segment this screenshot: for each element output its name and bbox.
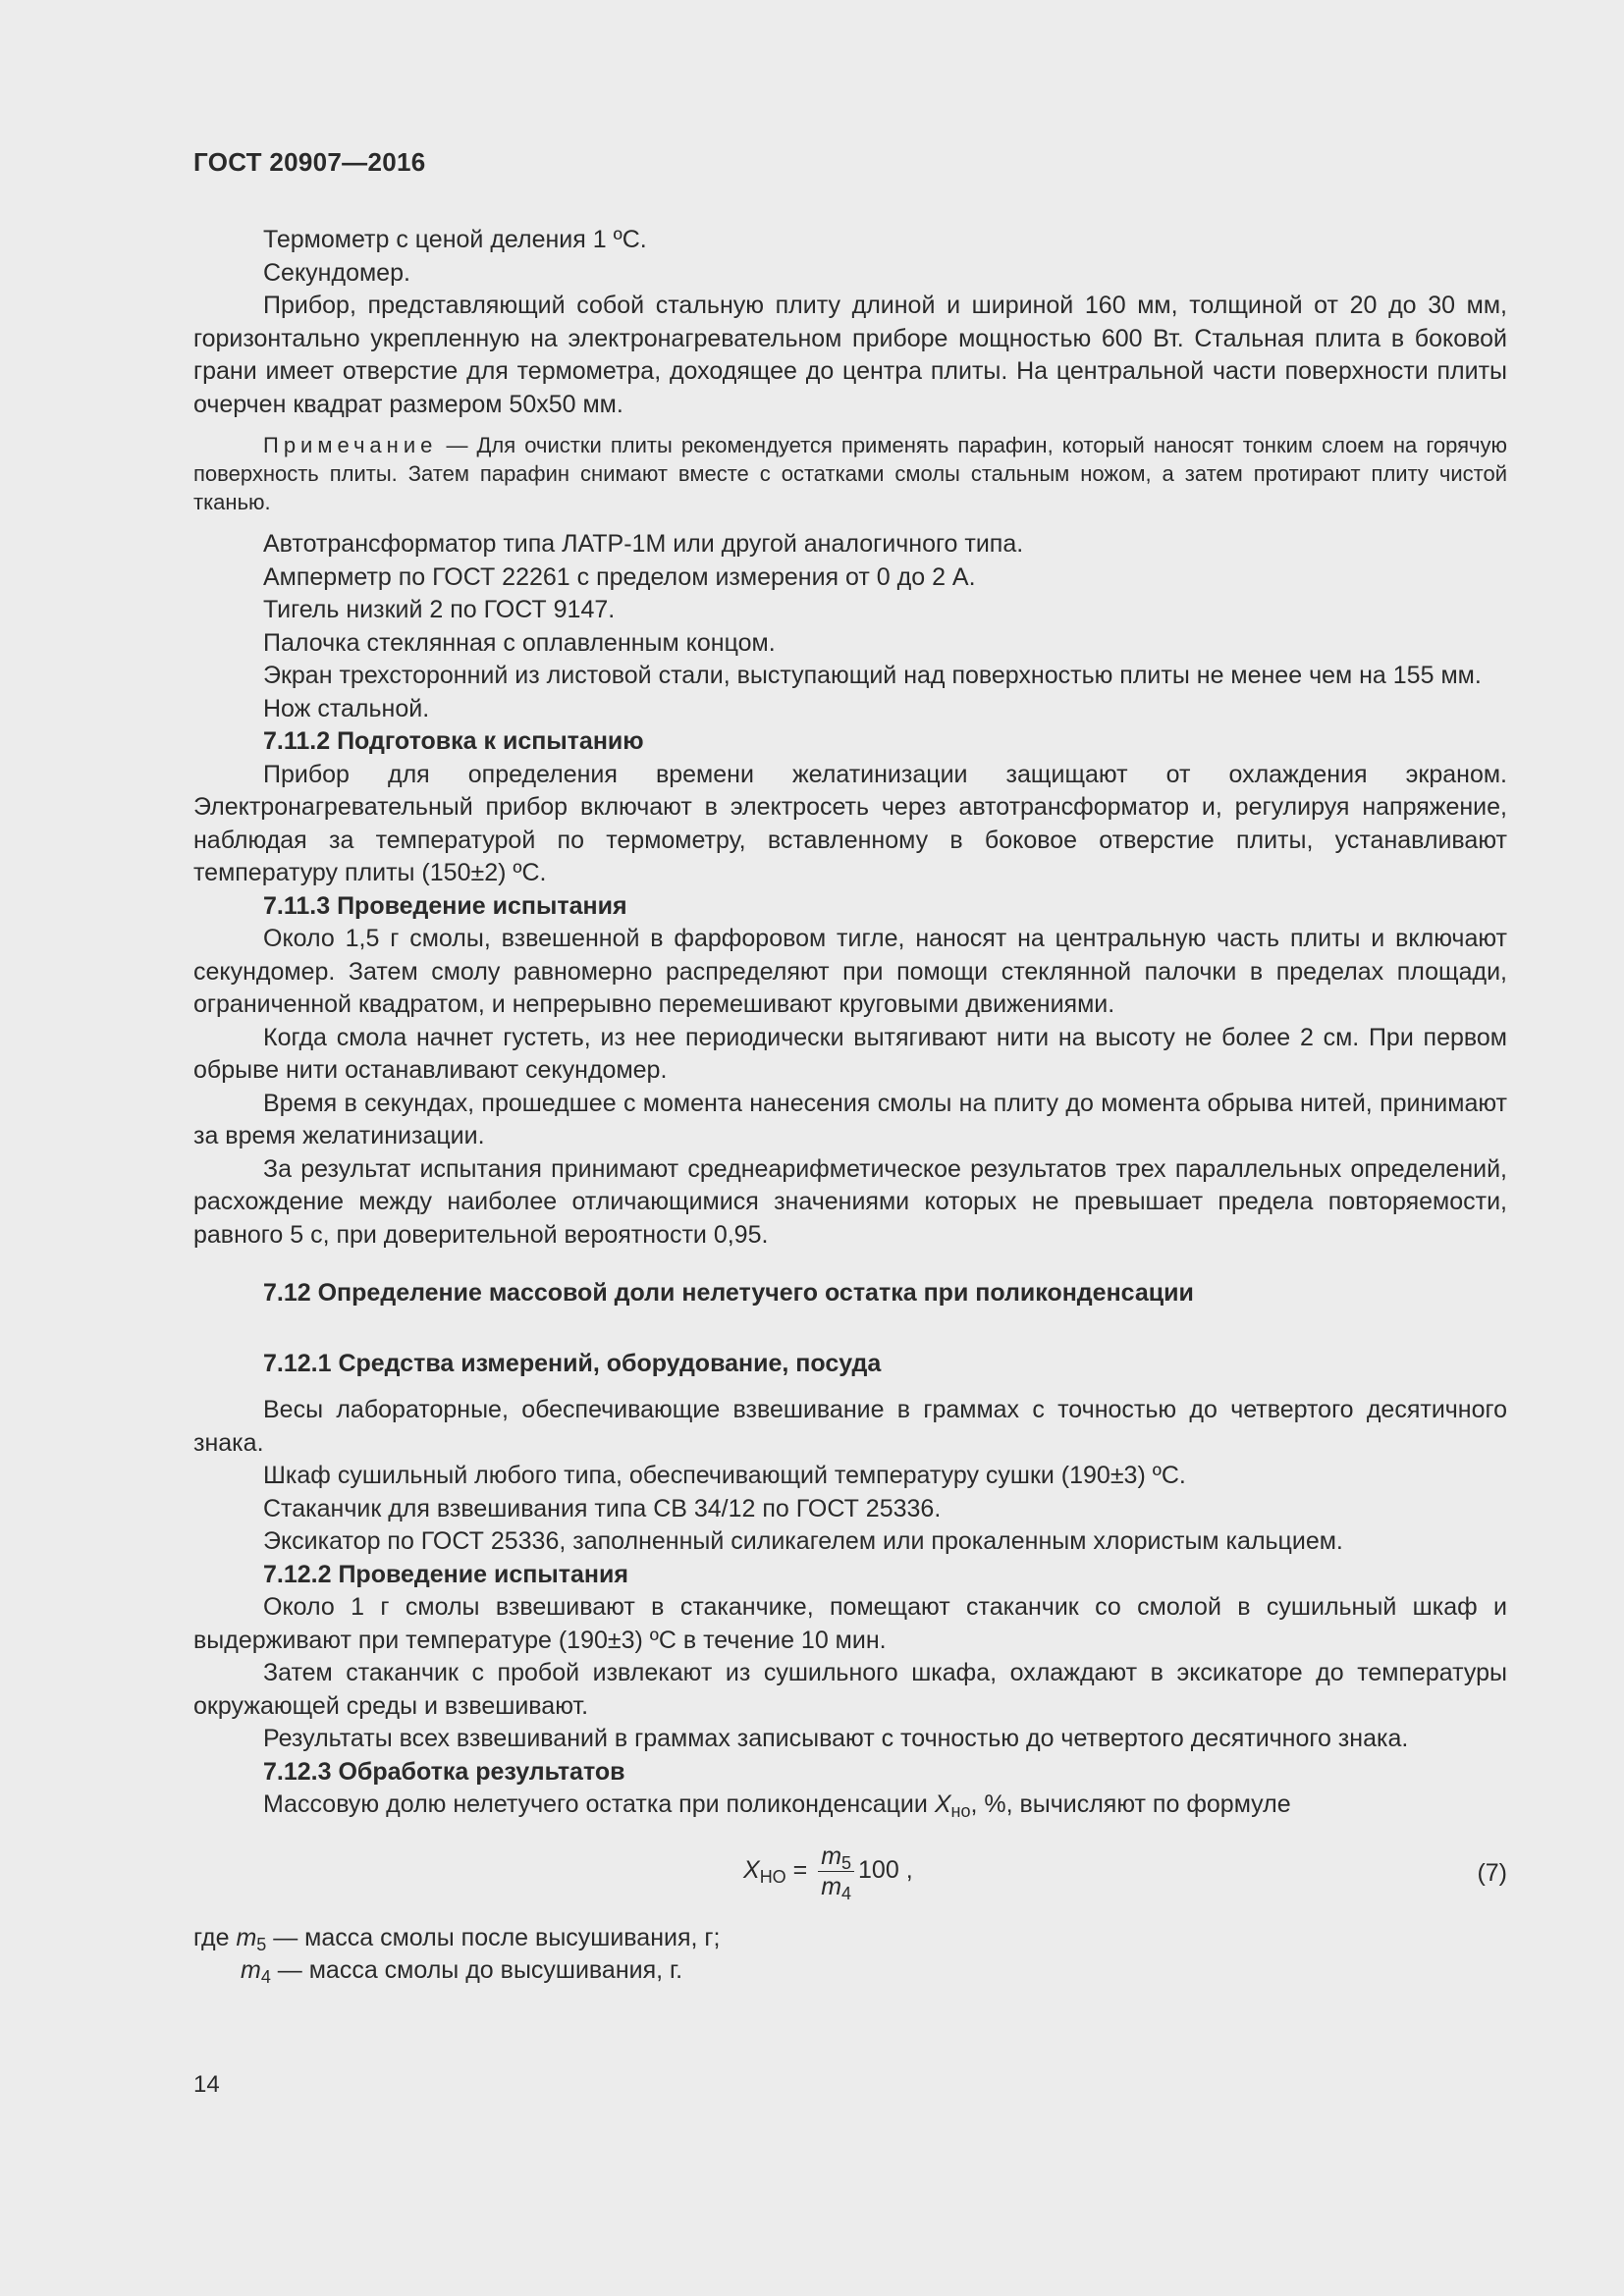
intro-text-after: , %, вычисляют по формуле <box>970 1790 1291 1818</box>
equipment-ammeter: Амперметр по ГОСТ 22261 с пределом измерения от 0 до 2 А. <box>263 562 976 591</box>
section-7-12-1-para-3: Стаканчик для взвешивания типа СВ 34/12 по ГОСТ 25336. <box>263 1494 942 1522</box>
section-7-11-2-title: 7.11.2 Подготовка к испытанию <box>263 727 644 755</box>
equipment-plate-device: Прибор, представляющий собой стальную плиту длиной и шириной 160 мм, толщиной от 20 до 30 мм, горизонтально укрепленную на электронагревательном приборе мощностью 600 Вт. Стальная плита в боковой грани имеет отверстие для термометра, доходящее до центра плиты. На центральной части поверхности плиты очерчен квадрат размером 50х50 мм. <box>193 292 1507 418</box>
section-7-12-2-para-2: Затем стаканчик с пробой извлекают из сушильного шкафа, охлаждают в эксикаторе до температуры окружающей среды и взвешивают. <box>193 1659 1507 1720</box>
section-7-11-3-para-1: Около 1,5 г смолы, взвешенной в фарфоровом тигле, наносят на центральную часть плиты и включают секундомер. Затем смолу равномерно распределяют при помощи стеклянной палочки в пределах площади, ограниченной квадратом, и непрерывно перемешивают круговыми движениями. <box>193 925 1507 1018</box>
section-7-11-2-text: Прибор для определения времени желатинизации защищают от охлаждения экраном. Электронагревательный прибор включают в электросеть через автотрансформатор и, регулируя напряжение, наблюдая за температурой по термометру, вставленному в боковое отверстие плиты, устанавливают температуру плиты (150±2) ºC. <box>193 760 1507 886</box>
equipment-stopwatch: Секундомер. <box>263 258 410 287</box>
formula-numerator <box>818 1842 854 1872</box>
formula-factor: 100 , <box>858 1856 913 1885</box>
document-header: ГОСТ 20907—2016 <box>193 147 426 177</box>
where-line-1 <box>193 1922 1507 1955</box>
numerator-sub: 5 <box>841 1852 852 1873</box>
section-7-11-3-para-4: За результат испытания принимают среднеарифметическое результатов трех параллельных определений, расхождение между наиболее отличающимися значениями которых не превышает предела повторяемости, равного 5 с, при доверительной вероятности 0,95. <box>193 1154 1507 1249</box>
section-7-12-1-para-1: Весы лабораторные, обеспечивающие взвешивание в граммах с точностью до четвертого десятичного знака. <box>193 1396 1507 1457</box>
where-text-1: — масса смолы после высушивания, г; <box>266 1923 721 1951</box>
where-text-2: — масса смолы до высушивания, г. <box>270 1956 683 1984</box>
section-7-12-3-intro <box>193 1789 1507 1822</box>
where-var-2: m <box>241 1956 261 1984</box>
section-7-12-title: 7.12 Определение массовой доли нелетучего остатка при поликонденсации <box>263 1279 1194 1307</box>
page-number: 14 <box>193 2071 220 2098</box>
where-sub-1: 5 <box>256 1934 267 1954</box>
intro-subscript: но <box>950 1801 971 1821</box>
formula-lhs-var: X <box>743 1856 760 1885</box>
formula-equals: = <box>785 1856 815 1885</box>
section-7-12-1-title: 7.12.1 Средства измерений, оборудование, посуда <box>263 1349 882 1377</box>
equipment-screen: Экран трехсторонний из листовой стали, выступающий над поверхностью плиты не менее чем на 155 мм. <box>263 662 1482 689</box>
section-7-12-1-para-2: Шкаф сушильный любого типа, обеспечивающий температуру сушки (190±3) ºC. <box>263 1462 1186 1489</box>
where-var-1: m <box>236 1923 257 1951</box>
section-7-12-2-para-1: Около 1 г смолы взвешивают в стаканчике, помещают стаканчик со смолой в сушильный шкаф и выдерживают при температуре (190±3) ºC в течение 10 мин. <box>193 1593 1507 1654</box>
section-7-11-3-title: 7.11.3 Проведение испытания <box>263 891 627 920</box>
section-7-11-3-para-3: Время в секундах, прошедшее с момента нанесения смолы на плиту до момента обрыва нитей, принимают за время желатинизации. <box>193 1089 1507 1149</box>
formula-7 <box>193 1836 1507 1912</box>
where-line-2 <box>193 1954 1507 1988</box>
formula-denominator <box>818 1872 854 1901</box>
note <box>193 431 1507 516</box>
equipment-thermometer: Термометр с ценой деления 1 ºC. <box>263 226 647 253</box>
equipment-glass-rod: Палочка стеклянная с оплавленным концом. <box>263 628 776 657</box>
formula-number: (7) <box>1477 1858 1507 1887</box>
equipment-crucible: Тигель низкий 2 по ГОСТ 9147. <box>263 596 616 623</box>
intro-variable: X <box>934 1790 951 1818</box>
section-7-11-3-para-2: Когда смола начнет густеть, из нее периодически вытягивают нити на высоту не более 2 см. При первом обрыве нити останавливают секундомер. <box>193 1023 1507 1084</box>
formula-expression <box>743 1842 913 1901</box>
formula-fraction <box>818 1842 854 1901</box>
section-7-12-2-para-3: Результаты всех взвешиваний в граммах записывают с точностью до четвертого десятичного знака. <box>263 1725 1409 1752</box>
numerator-var: m <box>821 1842 842 1870</box>
formula-lhs <box>743 1854 786 1888</box>
formula-lhs-sub: НО <box>759 1867 786 1888</box>
section-7-12-3-title: 7.12.3 Обработка результатов <box>263 1757 625 1786</box>
note-text: — Для очистки плиты рекомендуется применять парафин, который наносят тонким слоем на горячую поверхность плиты. Затем парафин снимают вместе с остатками смолы стальным ножом, а затем протирают плиту чистой тканью. <box>193 433 1507 514</box>
where-sub-2: 4 <box>260 1967 271 1987</box>
denominator-var: m <box>821 1872 842 1900</box>
where-prefix: где <box>193 1923 237 1951</box>
equipment-knife: Нож стальной. <box>263 694 430 722</box>
page-body <box>193 224 1507 1988</box>
section-7-12-1-para-4: Эксикатор по ГОСТ 25336, заполненный силикагелем или прокаленным хлористым кальцием. <box>263 1527 1343 1555</box>
denominator-sub: 4 <box>841 1883 852 1903</box>
intro-text: Массовую долю нелетучего остатка при поликонденсации <box>263 1790 935 1818</box>
equipment-autotransformer: Автотрансформатор типа ЛАТР-1М или другой аналогичного типа. <box>263 530 1024 558</box>
note-label: Примечание <box>263 433 438 457</box>
section-7-12-2-title: 7.12.2 Проведение испытания <box>263 1560 628 1588</box>
